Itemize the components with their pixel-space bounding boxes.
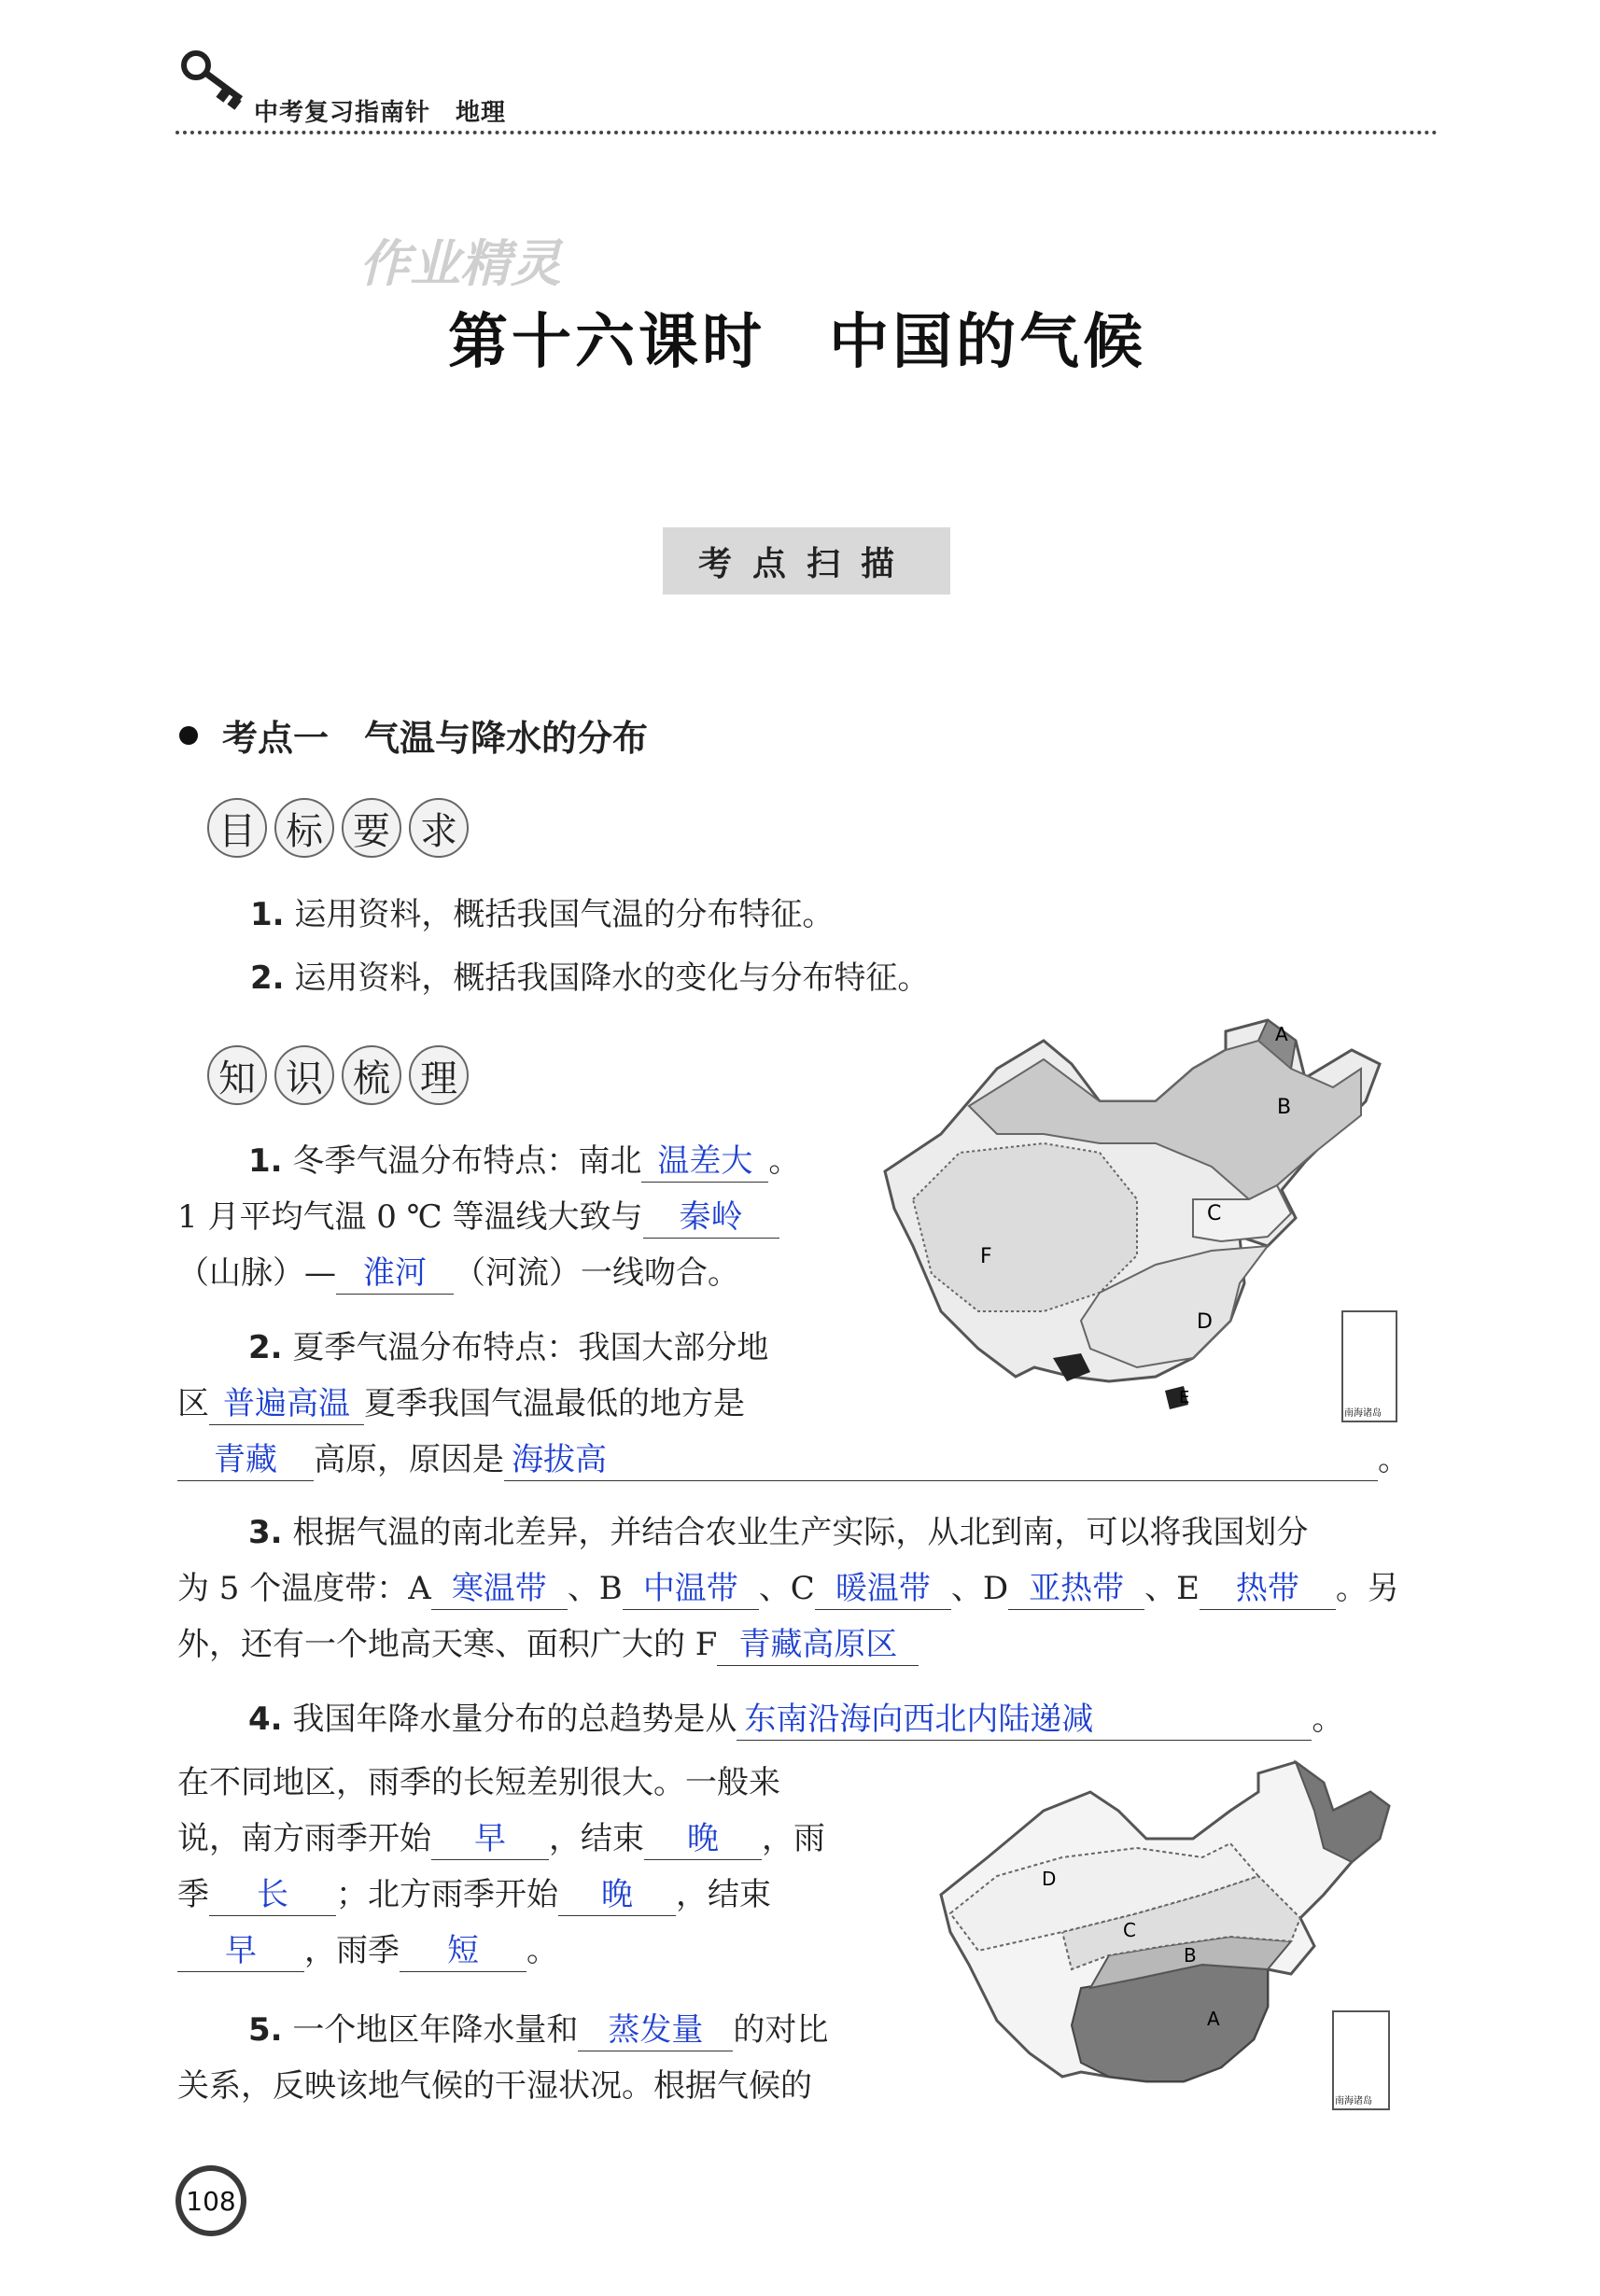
kaodian-title: 考点一 气温与降水的分布 (222, 718, 649, 759)
answer-blank[interactable]: 青藏高原区 (717, 1624, 919, 1666)
answer-blank[interactable]: 晚 (644, 1818, 762, 1860)
key-icon (177, 47, 252, 112)
answer-blank[interactable]: 短 (400, 1930, 526, 1972)
answer-blank[interactable]: 寒温带 (431, 1568, 568, 1610)
question-2: 2. 夏季气温分布特点：我国大部分地 区 普遍高温 夏季我国气温最低的地方是 青藏 高原，原因是 海拔高 。 (177, 1320, 1428, 1488)
map-label: A (1207, 2008, 1220, 2030)
map-label: D (1197, 1310, 1213, 1334)
answer-blank[interactable]: 东南沿海向西北内陆递减 (737, 1699, 1312, 1741)
answer-blank[interactable]: 海拔高 (504, 1439, 1378, 1481)
answer-blank[interactable]: 青藏 (177, 1439, 314, 1481)
header-divider (175, 131, 1438, 134)
map-label: B (1277, 1096, 1292, 1119)
answer-blank[interactable]: 中温带 (623, 1568, 759, 1610)
question-1: 1. 冬季气温分布特点：南北 温差大 。 1 月平均气温 0 ℃ 等温线大致与 秦岭 （山脉）— 淮河 （河流）一线吻合。 (177, 1133, 840, 1301)
page-number: 108 (175, 2165, 246, 2236)
chapter-title: 第十六课时 中国的气候 (448, 307, 1146, 377)
badge-char: 目 (207, 798, 267, 858)
badge-char: 标 (274, 798, 334, 858)
answer-blank[interactable]: 晚 (558, 1874, 676, 1916)
knowledge-badge (207, 1045, 469, 1105)
inset-box (1333, 2011, 1389, 2109)
badge-char: 要 (342, 798, 401, 858)
answer-blank[interactable]: 早 (177, 1930, 304, 1972)
answer-blank[interactable]: 普遍高温 (209, 1383, 364, 1425)
header-title: 中考复习指南针 地理 (254, 99, 507, 127)
badge-char: 知 (207, 1045, 267, 1105)
badge-char: 求 (409, 798, 469, 858)
map-label: B (1184, 1944, 1197, 1967)
question-3: 3. 根据气温的南北差异，并结合农业生产实际，从北到南，可以将我国划分 为 5 个温度带：A 寒温带 、B 中温带 、C 暖温带 、D 亚热带 、E 热带 。另 外，还有一个地高天寒、面积广大的 F 青藏高原区 (177, 1505, 1447, 1673)
bullet-icon (179, 726, 198, 745)
watermark: 作业精灵 (359, 234, 561, 293)
answer-blank[interactable]: 秦岭 (643, 1197, 779, 1239)
map-label: D (1042, 1868, 1057, 1890)
badge-char: 识 (274, 1045, 334, 1105)
answer-blank[interactable]: 早 (431, 1818, 549, 1860)
map-label: E (1179, 1388, 1190, 1407)
section-label: 考点扫描 (663, 527, 950, 595)
question-5: 5. 一个地区年降水量和 蒸发量 的对比 关系，反映该地气候的干湿状况。根据气候的 (177, 2011, 829, 2105)
goal-item: 2. 运用资料，概括我国降水的变化与分布特征。 (250, 959, 930, 997)
map-label: F (980, 1245, 992, 1268)
answer-blank[interactable]: 亚热带 (1008, 1568, 1144, 1610)
question-4: 4. 我国年降水量分布的总趋势是从 东南沿海向西北内陆递减 。 (177, 1691, 1447, 1747)
question-4-continued: 在不同地区，雨季的长短差别很大。一般来 说，南方雨季开始 早 ，结束 晚 ，雨 季 长 ；北方雨季开始 晚 ，结束 早 ，雨季 短 。 (177, 1755, 905, 1979)
answer-blank[interactable]: 温差大 (641, 1141, 768, 1183)
badge-char: 梳 (342, 1045, 401, 1105)
answer-blank[interactable]: 蒸发量 (578, 2009, 733, 2051)
map-label: C (1123, 1919, 1136, 1941)
precipitation-map (922, 1755, 1408, 2119)
goal-item: 1. 运用资料，概括我国气温的分布特征。 (250, 896, 835, 933)
kaodian-heading (179, 709, 648, 761)
answer-blank[interactable]: 淮河 (336, 1253, 454, 1295)
inset-label: 南海诸岛 (1335, 2096, 1372, 2107)
answer-blank[interactable]: 长 (209, 1874, 336, 1916)
inset-label: 南海诸岛 (1344, 1408, 1382, 1419)
goals-badge (207, 798, 469, 858)
map-label: C (1207, 1202, 1222, 1225)
badge-char: 理 (409, 1045, 469, 1105)
answer-blank[interactable]: 暖温带 (815, 1568, 951, 1610)
map-label: A (1275, 1023, 1288, 1045)
answer-blank[interactable]: 热带 (1200, 1568, 1336, 1610)
